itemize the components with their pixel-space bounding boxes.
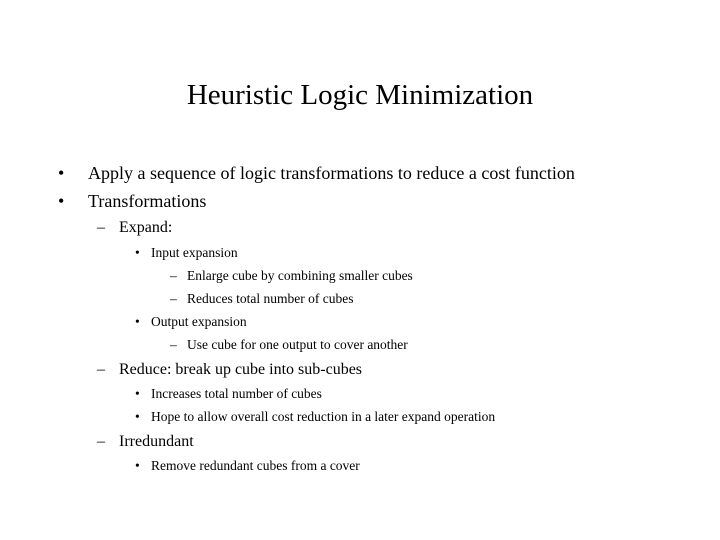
bullet-marker: • (135, 245, 140, 260)
bullet-marker: • (135, 458, 140, 473)
bullet-marker: • (58, 191, 65, 211)
subheading-reduce: Reduce: break up cube into sub-cubes (119, 361, 363, 378)
bullet-marker: • (135, 314, 140, 329)
bullet-text-apply-sequence: Apply a sequence of logic transformations to reduce a cost function (88, 163, 575, 183)
item-output-expansion: Output expansion (151, 314, 247, 329)
item-increases-total: Increases total number of cubes (151, 386, 322, 401)
bullet-text-transformations: Transformations (88, 191, 207, 211)
bullet-marker: • (135, 386, 140, 401)
slide-title: Heuristic Logic Minimization (186, 79, 534, 111)
item-reduces-total: Reduces total number of cubes (187, 291, 354, 306)
dash-marker: – (97, 361, 105, 378)
dash-marker: – (170, 268, 177, 283)
item-use-cube: Use cube for one output to cover another (187, 337, 408, 352)
bullet-marker: • (58, 163, 65, 183)
subheading-expand: Expand: (119, 219, 173, 236)
subheading-irredundant: Irredundant (119, 433, 194, 450)
bullet-marker: • (135, 409, 140, 424)
dash-marker: – (97, 433, 105, 450)
item-enlarge-cube: Enlarge cube by combining smaller cubes (187, 268, 413, 283)
item-input-expansion: Input expansion (151, 245, 238, 260)
dash-marker: – (170, 291, 177, 306)
dash-marker: – (97, 219, 105, 236)
item-remove-redundant: Remove redundant cubes from a cover (151, 458, 360, 473)
item-hope-to-allow: Hope to allow overall cost reduction in a later expand operation (151, 409, 496, 424)
dash-marker: – (170, 337, 177, 352)
